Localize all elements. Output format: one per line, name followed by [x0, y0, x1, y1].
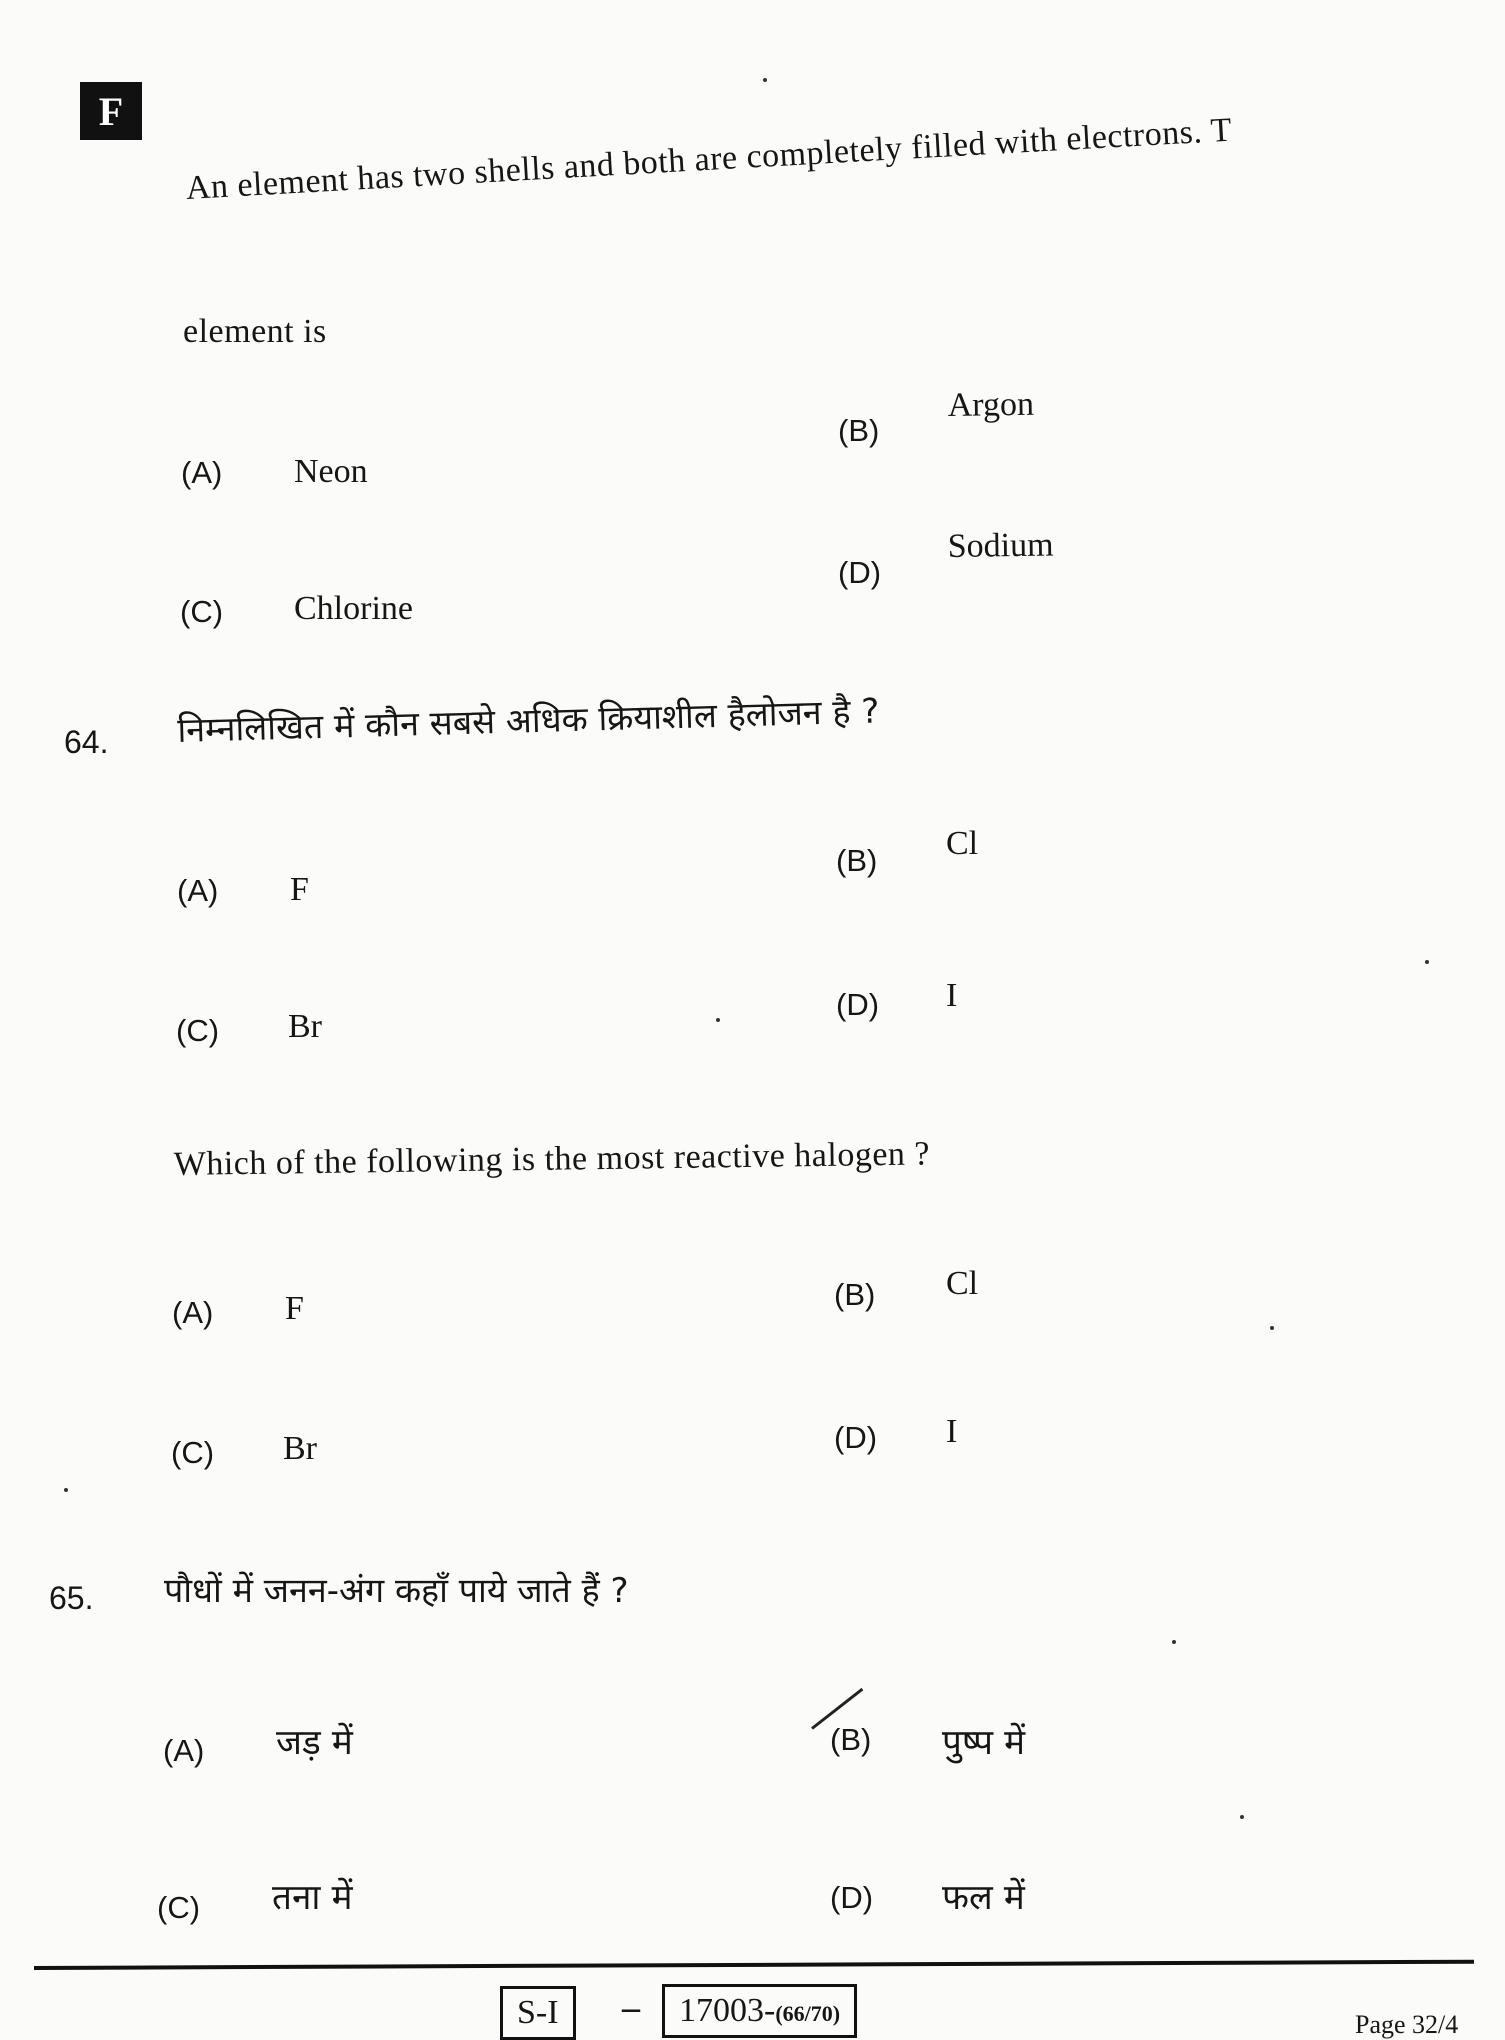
q64-hindi-option-c-text: Br [288, 1008, 322, 1045]
q64-english-option-a-label: (A) [172, 1295, 214, 1330]
question-65-hindi: पौधों में जनन-अंग कहाँ पाये जाते हैं ? [164, 1571, 629, 1611]
footer-rule [34, 1960, 1474, 1970]
scan-speck [1240, 1815, 1244, 1819]
scan-speck [1425, 960, 1429, 964]
q64-english-option-d-label: (D) [834, 1420, 878, 1455]
q63-option-a-text: Neon [294, 453, 368, 490]
q64-english-option-d-text: I [946, 1413, 958, 1450]
question-64-number: 64. [64, 724, 109, 760]
q65-option-b-label: (B) [830, 1722, 872, 1757]
q63-option-b-label: (B) [838, 413, 880, 448]
scan-speck [1270, 1326, 1274, 1330]
q65-option-a-text: जड़ में [276, 1723, 353, 1763]
q63-option-b-text: Argon [947, 385, 1035, 425]
scan-speck [64, 1488, 68, 1492]
q64-english-option-c-text: Br [283, 1430, 317, 1467]
question-64-hindi: निम्नलिखित में कौन सबसे अधिक क्रियाशील हैलोजन है ? [176, 691, 880, 752]
footer-code-sheet: (66/70) [775, 2001, 841, 2026]
q63-option-a-label: (A) [181, 455, 223, 490]
scan-speck [716, 1018, 720, 1022]
q64-hindi-option-a-label: (A) [177, 873, 219, 908]
footer-code: 17003- [679, 1992, 776, 2029]
q65-option-c-label: (C) [157, 1890, 201, 1925]
footer-dash: – [622, 1987, 640, 2027]
footer-code-box [662, 1984, 857, 2038]
q64-hindi-option-b-text: Cl [946, 825, 979, 862]
q64-english-option-b-text: Cl [946, 1265, 979, 1302]
question-64-english: Which of the following is the most reactive halogen ? [173, 1135, 931, 1184]
q64-english-option-c-label: (C) [171, 1435, 215, 1470]
q64-hindi-option-d-text: I [946, 977, 958, 1014]
q65-option-d-text: फल में [942, 1878, 1025, 1918]
q63-option-d-label: (D) [838, 555, 882, 590]
q65-option-d-label: (D) [830, 1880, 874, 1915]
scan-speck [763, 78, 767, 82]
q63-option-c-text: Chlorine [294, 590, 413, 627]
set-badge: F [80, 82, 142, 140]
footer-series-box: S-I [500, 1986, 576, 2040]
q63-option-d-text: Sodium [947, 526, 1054, 566]
scan-speck [1172, 1640, 1176, 1644]
q65-option-c-text: तना में [272, 1878, 353, 1918]
page-number: Page 32/4 [1355, 2010, 1459, 2039]
q64-english-option-b-label: (B) [834, 1277, 876, 1312]
q63-option-c-label: (C) [180, 594, 224, 629]
question-63-line-1: An element has two shells and both are completely filled with electrons. T [184, 111, 1233, 208]
q64-hindi-option-c-label: (C) [176, 1013, 220, 1048]
question-63-line-2: element is [183, 313, 327, 350]
q64-hindi-option-b-label: (B) [836, 843, 878, 878]
question-65-number: 65. [49, 1580, 94, 1616]
q64-hindi-option-a-text: F [290, 871, 309, 908]
q65-option-b-text: पुष्प में [942, 1723, 1026, 1763]
q64-hindi-option-d-label: (D) [836, 987, 880, 1022]
q64-english-option-a-text: F [285, 1290, 304, 1327]
q65-option-a-label: (A) [163, 1733, 205, 1768]
